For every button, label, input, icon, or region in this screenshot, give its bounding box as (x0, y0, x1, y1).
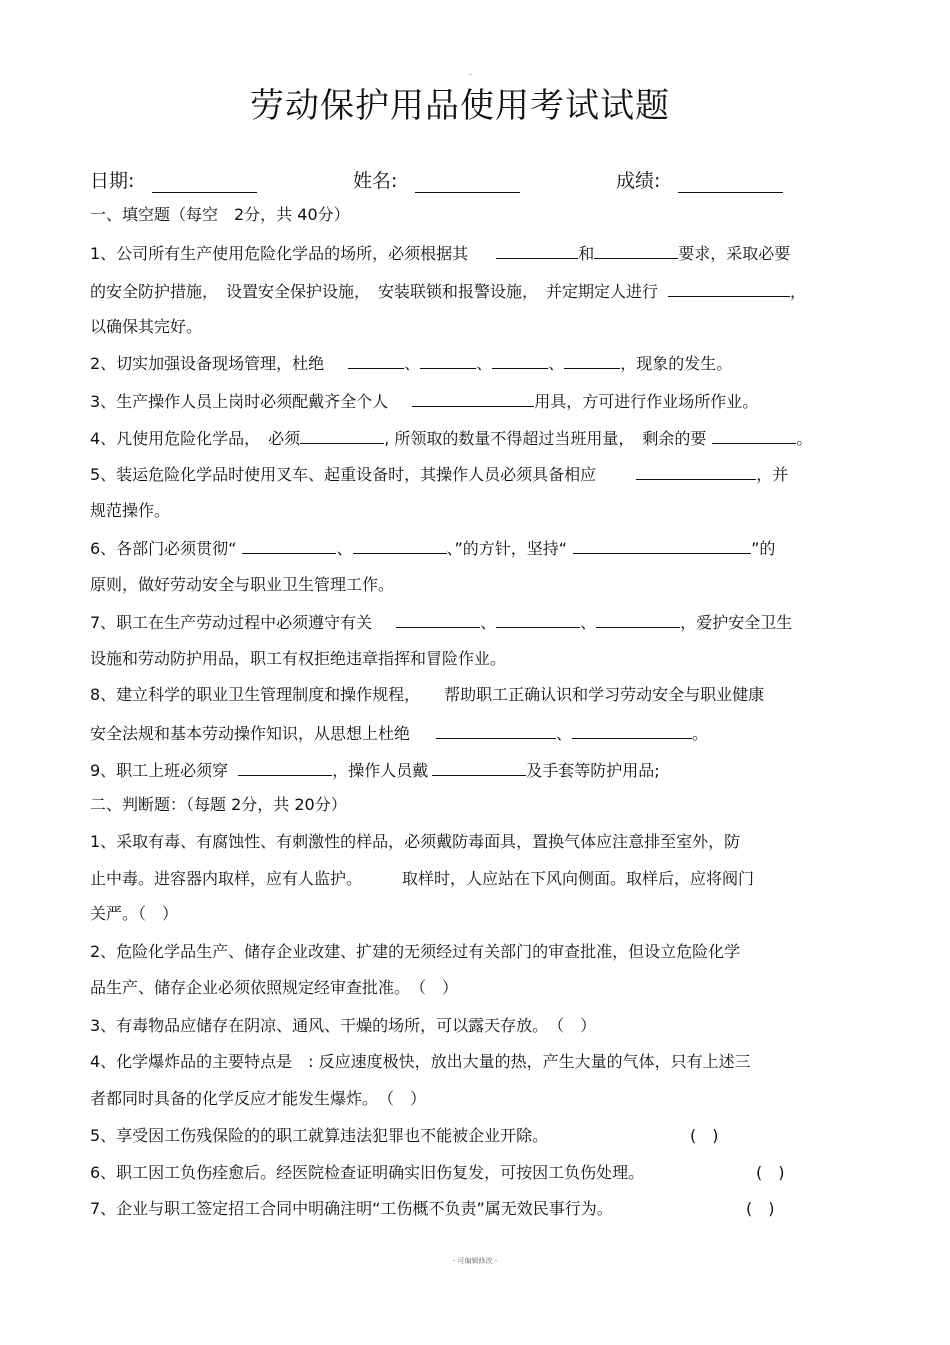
j2-line2: 品生产、储存企业必须依照规定经审查批准。 （ ） (90, 978, 459, 997)
date-field (90, 166, 257, 193)
j1-line1: 1、采取有毒、有腐蚀性、有刺激性的样品，必须戴防毒面具，置换气体应注意排至室外，防 (90, 832, 741, 851)
j7-line1: 7、企业与职工签定招工合同中明确注明“工伤概不负责”属无效民事行为。 (90, 1199, 613, 1218)
section1-heading: 一、填空题（每空 2分，共 40分） (90, 205, 350, 224)
q2-sep: 、 (476, 354, 493, 373)
q5-line2: 规范操作。 (90, 501, 171, 520)
q7-line1 (90, 611, 792, 633)
answer-blank[interactable] (412, 390, 534, 407)
q6-text-d: ”的 (751, 539, 776, 558)
q1-text-c: 要求，采取必要 (678, 244, 791, 263)
score-blank[interactable] (678, 172, 783, 193)
answer-blank[interactable] (348, 352, 404, 369)
j1-line2: 止中毒。进容器内取样，应有人监护。 取样时，人应站在下风向侧面。取样后，应将阀门 (90, 869, 755, 888)
answer-blank[interactable] (496, 611, 580, 628)
q9-text-b: ，操作人员戴 (332, 761, 429, 780)
score-field (616, 166, 783, 193)
date-label: 日期: (90, 170, 135, 192)
page-title: 劳动保护用品使用考试试题 (250, 86, 670, 126)
answer-blank[interactable] (436, 722, 556, 739)
page-footer: - 可编辑修改 - (452, 1257, 498, 1265)
j6-line1: 6、职工因工负伤痊愈后。经医院检查证明确实旧伤复发，可按因工负伤处理。 (90, 1163, 645, 1182)
q6-line1 (90, 537, 775, 559)
j4-line2: 者都同时具备的化学反应才能发生爆炸。 （ ） (90, 1089, 427, 1108)
q5-text-b: ，并 (756, 465, 789, 484)
j5-answer-bracket[interactable]: ( ) (690, 1126, 719, 1145)
q7-text-b: ，爱护安全卫生 (680, 613, 793, 632)
answer-blank[interactable] (596, 611, 680, 628)
q4-line1 (90, 427, 812, 449)
j2-line1: 2、危险化学品生产、储存企业改建、扩建的无须经过有关部门的审查批准，但设立危险化学 (90, 942, 741, 961)
j7-answer-bracket[interactable]: ( ) (746, 1199, 775, 1218)
q1-text-a: 1、公司所有生产使用危险化学品的场所，必须根据其 (90, 244, 469, 263)
j5-line1: 5、享受因工伤残保险的的职工就算违法犯罪也不能被企业开除。 (90, 1126, 549, 1145)
name-blank[interactable] (415, 172, 520, 193)
q8-sep: 、 (556, 724, 573, 743)
answer-blank[interactable] (668, 280, 790, 297)
q6-text-a: 6、各部门必须贯彻“ (90, 539, 237, 558)
q1-line2 (90, 280, 806, 302)
q3-line1 (90, 390, 758, 412)
q9-text-c: 及手套等防护用品; (526, 761, 660, 780)
q4-text-a: 4、凡使用危险化学品， 必须 (90, 429, 301, 448)
q1-line3: 以确保其完好。 (90, 317, 203, 336)
q6-text-b: 、 (336, 539, 353, 558)
answer-blank[interactable] (712, 427, 796, 444)
q8-text-b: 安全法规和基本劳动操作知识，从思想上杜绝 (90, 724, 411, 743)
q2-sep: 、 (404, 354, 421, 373)
q8-line2 (90, 722, 708, 744)
answer-blank[interactable] (496, 242, 578, 259)
j3-line1: 3、有毒物品应储存在阴凉、通风、干燥的场所，可以露天存放。 （ ） (90, 1016, 597, 1035)
q1-text-b: 和 (578, 244, 595, 263)
q7-text-a: 7、职工在生产劳动过程中必须遵守有关 (90, 613, 373, 632)
q3-text-a: 3、生产操作人员上岗时必须配戴齐全个人 (90, 392, 389, 411)
answer-blank[interactable] (420, 352, 476, 369)
q8-text-c: 。 (692, 724, 709, 743)
answer-blank[interactable] (492, 352, 548, 369)
answer-blank[interactable] (573, 537, 751, 554)
q9-text-a: 9、职工上班必须穿 (90, 761, 229, 780)
answer-blank[interactable] (300, 427, 384, 444)
q4-text-b: , 所领取的数量不得超过当班用量， 剩余的要 (384, 429, 707, 448)
q3-text-b: 用具，方可进行作业场所作业。 (534, 392, 759, 411)
j6-answer-bracket[interactable]: ( ) (756, 1163, 785, 1182)
q7-sep: 、 (480, 613, 497, 632)
q5-text-a: 5、装运危险化学品时使用叉车、起重设备时，其操作人员必须具备相应 (90, 465, 597, 484)
q5-line1 (90, 463, 788, 485)
j1-line3: 关严。（ ） (90, 904, 179, 923)
answer-blank[interactable] (353, 537, 447, 554)
q2-line1 (90, 352, 732, 374)
q4-text-c: 。 (796, 429, 813, 448)
q2-text-b: ，现象的发生。 (620, 354, 733, 373)
q1-text-e: ， (790, 282, 807, 301)
answer-blank[interactable] (636, 463, 756, 480)
q2-text-a: 2、切实加强设备现场管理，杜绝 (90, 354, 325, 373)
j4-line1: 4、化学爆炸品的主要特点是 : 反应速度极快，放出大量的热，产生大量的气体，只有上述三 (90, 1052, 751, 1071)
answer-blank[interactable] (242, 537, 336, 554)
answer-blank[interactable] (238, 759, 332, 776)
answer-blank[interactable] (432, 759, 526, 776)
q7-sep: 、 (580, 613, 597, 632)
q8-line1: 8、建立科学的职业卫生管理制度和操作规程， 帮助职工正确认识和学习劳动安全与职业健康 (90, 685, 765, 704)
score-label: 成绩: (616, 170, 661, 192)
answer-blank[interactable] (572, 722, 692, 739)
q6-text-c: 、”的方针，坚持“ (446, 539, 568, 558)
q7-line2: 设施和劳动防护用品，职工有权拒绝违章指挥和冒险作业。 (90, 649, 507, 668)
answer-blank[interactable] (594, 242, 678, 259)
section2-heading: 二、判断题：（每题 2分，共 20分） (90, 795, 347, 814)
date-blank[interactable] (152, 172, 257, 193)
q9-line1 (90, 759, 660, 781)
q1-line1 (90, 242, 790, 264)
q2-sep: 、 (548, 354, 565, 373)
name-label: 姓名: (353, 170, 398, 192)
answer-blank[interactable] (396, 611, 480, 628)
top-mark: - (469, 70, 472, 79)
name-field (353, 166, 520, 193)
q1-text-d: 的安全防护措施， 设置安全保护设施， 安装联锁和报警设施， 并定期定人进行 (90, 282, 659, 301)
q6-line2: 原则，做好劳动安全与职业卫生管理工作。 (90, 575, 395, 594)
answer-blank[interactable] (564, 352, 620, 369)
